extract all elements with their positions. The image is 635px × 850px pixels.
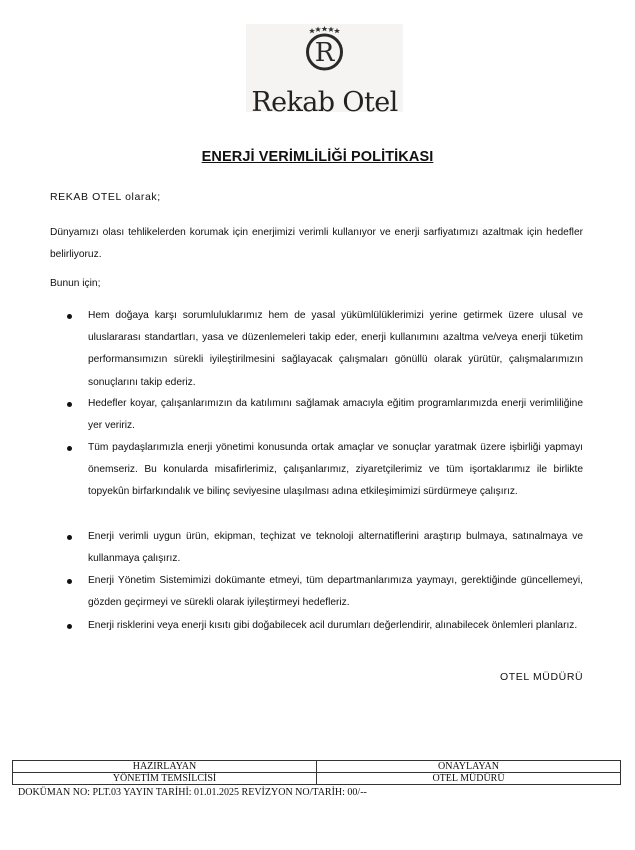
- policy-item-text: Enerji verimli uygun ürün, ekipman, teçhizat ve teknoloji alternatiflerini araştırıp bulmaya, satınalmaya ve kullanmaya çalışırız.: [88, 531, 583, 565]
- policy-item: [88, 437, 583, 504]
- policy-item: [88, 305, 583, 394]
- policy-item: [88, 570, 583, 614]
- prepared-header: HAZIRLAYAN: [13, 761, 317, 773]
- policy-item-text: Hedefler koyar, çalışanlarımızın da katılımını sağlamak amacıyla eğitim programlarımızda enerji verimliliğine yer veririz.: [88, 398, 583, 432]
- policy-item: [88, 526, 583, 570]
- logo-wordmark: Rekab Otel: [251, 87, 398, 118]
- bullet-icon: [67, 402, 72, 407]
- approved-header: ONAYLAYAN: [317, 761, 621, 773]
- bullet-icon: [67, 535, 72, 540]
- policy-item: [88, 615, 583, 637]
- logo-stars: [309, 26, 340, 33]
- policy-item-text: Tüm paydaşlarımızla enerji yönetimi konusunda ortak amaçlar ve sonuçlar yaratmak üzere işbirliği yapmayı önemseriz. Bu konularda misafirlerimiz, çalışanlarımız, ziyaretçilerimiz ve tüm işortaklarımız ile birlikte topyekûn birfarkındalık ve bilinç seviyesine ulaşılması adına etkileşimimizi sürdürmeye çalışırız.: [88, 442, 583, 498]
- bullet-icon: [67, 624, 72, 629]
- bullet-icon: [67, 446, 72, 451]
- policy-item-text: Hem doğaya karşı sorumluluklarımız hem de yasal yükümlülüklerimizi yerine getirmek üzere ulusal ve uluslararası standartları, yasa ve düzenlemeleri takip eder, enerji kullanımını azaltma ve/veya enerji tüketim performansımızın sürekli iyileştirilmesini sağlayacak çalışmaları gönüllü olarak yürütür, çalışmalarımızın sonuçlarını takip ederiz.: [88, 310, 583, 388]
- signature-title: OTEL MÜDÜRÜ: [500, 671, 584, 683]
- document-info: DOKÜMAN NO: PLT.03 YAYIN TARİHİ: 01.01.2025 REVİZYON NO/TARİH: 00/--: [18, 787, 367, 798]
- intro-line: REKAB OTEL olarak;: [50, 191, 161, 203]
- approved-value: OTEL MÜDÜRÜ: [317, 773, 621, 785]
- document-title: ENERJİ VERİMLİLİĞİ POLİTİKASI: [201, 149, 434, 165]
- approval-table: [12, 760, 621, 785]
- policy-item-text: Enerji risklerini veya enerji kısıtı gibi doğabilecek acil durumları değerlendirir, alınabilecek önlemleri planlarız.: [88, 620, 578, 631]
- bullet-icon: [67, 579, 72, 584]
- hotel-logo: [246, 24, 403, 118]
- intro-paragraph: Dünyamızı olası tehlikelerden korumak için enerjimizi verimli kullanıyor ve enerji sarfiyatımızı azaltmak için hedefler belirliyoruz.: [50, 227, 583, 260]
- policy-item-text: Enerji Yönetim Sistemimizi dokümante etmeyi, tüm departmanlarımıza yaymayı, gerektiğinde güncellemeyi, gözden geçirmeyi ve sürekli olarak iyileştirmeyi hedefleriz.: [88, 575, 583, 609]
- policy-item: [88, 393, 583, 437]
- bullet-icon: [67, 314, 72, 319]
- bunun-label: Bunun için;: [50, 278, 101, 289]
- svg-text:R: R: [314, 38, 335, 68]
- prepared-value: YÖNETİM TEMSİLCİSİ: [13, 773, 317, 785]
